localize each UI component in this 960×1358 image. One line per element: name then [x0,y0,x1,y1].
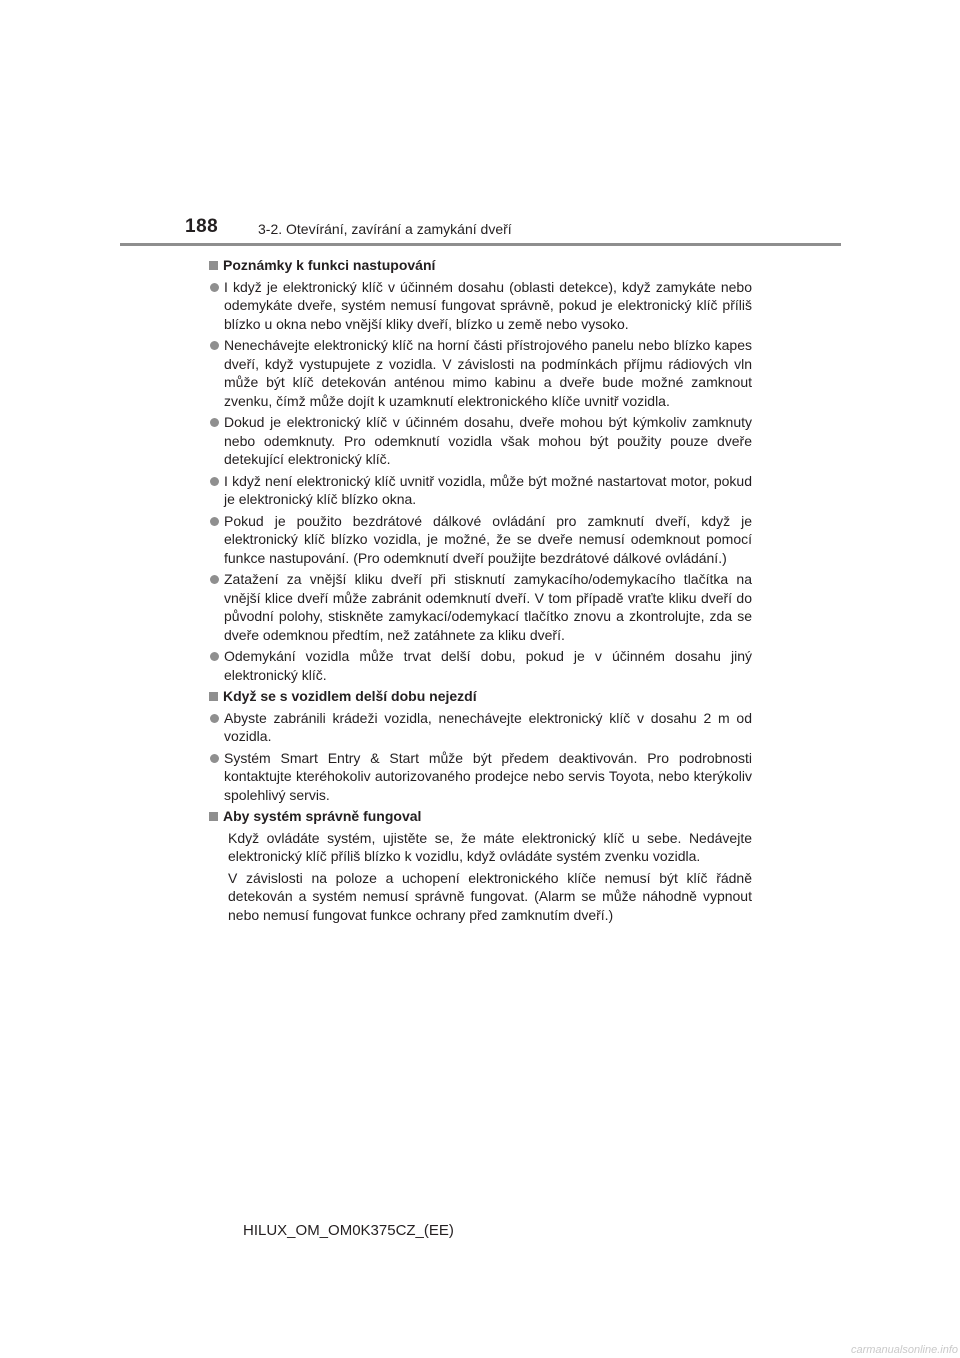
list-item-text: I když je elektronický klíč v účinném dosahu (oblasti detekce), když zamykáte nebo odemykáte dveře, systém nemusí fungovat správně, pokud je elektronický klíč příliš blízko u okna nebo vnější kliky dveří, blízko u země nebo vysoko. [224,278,752,332]
manual-code: HILUX_OM_OM0K375CZ_(EE) [243,1222,454,1239]
list-item [209,512,752,568]
bullet-icon [210,418,219,427]
page-content [209,256,752,927]
list-item [209,570,752,644]
list-item [209,336,752,410]
bullet-icon [210,714,219,723]
list-item-text: Zatažení za vnější kliku dveří při stisknutí zamykacího/odemykacího tlačítka na vnější klice dveří může zabránit odemknutí dveří. V tom případě vraťte kliku dveří do původní polohy, stiskněte zamykací/odemykací tlačítko znovu a zkontrolujte, zda se dveře odemknou předtím, než zatáhnete za kliku dveří. [224,571,752,643]
section-heading [209,256,752,275]
list-item [209,647,752,684]
list-item [209,749,752,805]
list-item-text: Abyste zabránili krádeži vozidla, nenechávejte elektronický klíč v dosahu 2 m od vozidla. [224,709,752,744]
list-item [209,413,752,469]
section-long-term-parking [209,687,752,804]
section-correct-operation [209,807,752,924]
bullet-icon [210,652,219,661]
list-item-text: Dokud je elektronický klíč v účinném dosahu, dveře mohou být kýmkoliv zamknuty nebo odemknuty. Pro odemknutí vozidla však mohou být použity pouze dveře detekující elektronický klíč. [224,414,752,467]
square-bullet-icon [209,812,218,821]
section-entry-notes [209,256,752,684]
bullet-icon [210,283,219,292]
bullet-icon [210,575,219,584]
section-title: Aby systém správně fungoval [223,808,422,824]
paragraph: V závislosti na poloze a uchopení elektronického klíče nemusí být klíč řádně detekován a systém nemusí správně fungovat. (Alarm se může náhodně vypnout nebo nemusí fungovat funkce ochrany před zamknutím dveří.) [228,869,752,923]
list-item-text: Systém Smart Entry & Start může být předem deaktivován. Pro podrobnosti kontaktujte kteréhokoliv autorizovaného prodejce nebo servis Toyota, nebo kterýkoliv spolehlivý servis. [224,749,752,803]
page-number: 188 [185,216,219,237]
section-heading [209,687,752,706]
chapter-title: 3-2. Otevírání, zavírání a zamykání dveří [258,221,512,237]
paragraph: Když ovládáte systém, ujistěte se, že máte elektronický klíč u sebe. Nedávejte elektronický klíč příliš blízko k vozidlu, když ovládáte systém zvenku vozidla. [228,829,752,864]
watermark: carmanualsonline.info [850,1344,958,1356]
section-title: Poznámky k funkci nastupování [223,257,436,273]
square-bullet-icon [209,261,218,270]
section-title: Když se s vozidlem delší dobu nejezdí [223,688,477,704]
list-item-text: Pokud je použito bezdrátové dálkové ovládání pro zamknutí dveří, když je elektronický klíč blízko vozidla, je možné, že se dveře nemusí odemknout pomocí funkce nastupování. (Pro odemknutí dveří použijte bezdrátové dálkové ovládání.) [224,512,752,566]
list-item [209,472,752,509]
square-bullet-icon [209,692,218,701]
list-item-text: I když není elektronický klíč uvnitř vozidla, může být možné nastartovat motor, pokud je elektronický klíč blízko okna. [224,472,752,507]
list-item [209,709,752,746]
bullet-icon [210,341,219,350]
bullet-icon [210,754,219,763]
list-item-text: Odemykání vozidla může trvat delší dobu, pokud je v účinném dosahu jiný elektronický klíč. [224,648,752,683]
list-item [209,278,752,334]
bullet-icon [210,517,219,526]
bullet-icon [210,477,219,486]
section-heading [209,807,752,826]
list-item-text: Nenechávejte elektronický klíč na horní části přístrojového panelu nebo blízko kapes dveří, když vystupujete z vozidla. V závislosti na podmínkách příjmu rádiových vln může být klíč detekován anténou mimo kabinu a dveře bude možné zamknout zvenku, čímž může dojít k uzamknutí elektronického klíče uvnitř vozidla. [224,337,752,409]
header-divider [120,243,841,246]
